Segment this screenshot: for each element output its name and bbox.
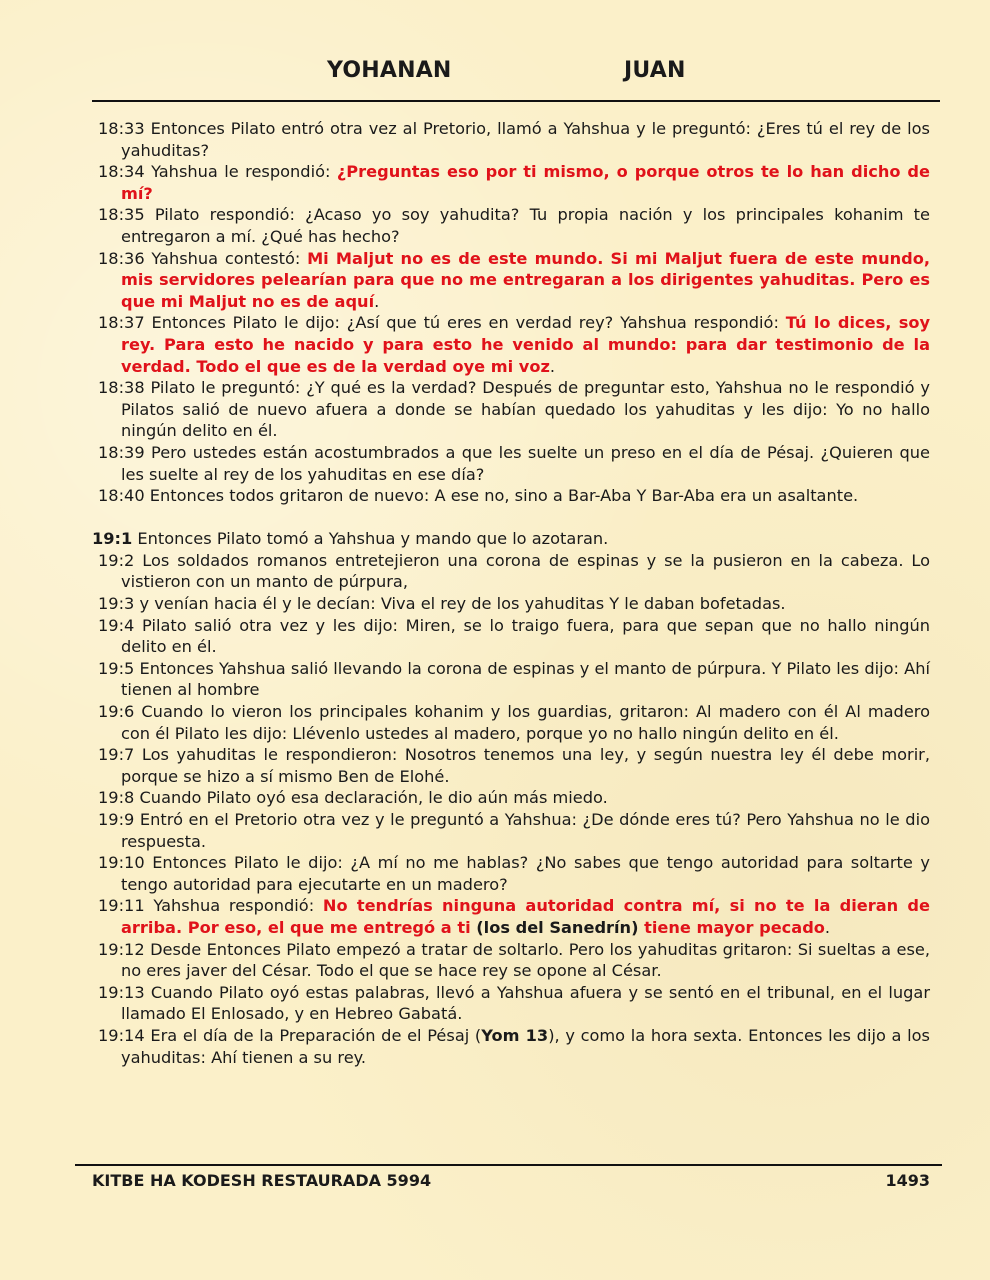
verse bbox=[92, 787, 930, 809]
page-header bbox=[0, 58, 990, 88]
verse bbox=[92, 442, 930, 485]
spoken-words: Tú lo dices, soy rey. Para esto he nacido y para esto he venido al mundo: para dar testimonio de la verdad. Todo el que es de la verdad oye mi voz bbox=[121, 313, 931, 376]
verse-text: Los soldados romanos entretejieron una corona de espinas y se la pusieron en la cabeza. Lo vistieron con un manto de púrpura, bbox=[121, 550, 930, 592]
verse-text: . bbox=[824, 917, 831, 937]
verse-text: Pilato respondió: ¿Acaso yo soy yahudita? Tu propia nación y los principales kohanim te entregaron a mí. ¿Qué has hecho? bbox=[121, 205, 930, 246]
verse-text: Entonces Pilato entró otra vez al Pretorio, llamó a Yahshua y le preguntó: ¿Eres tú el rey de los yahuditas? bbox=[121, 119, 930, 160]
verse-number: 19:9 bbox=[98, 810, 135, 829]
verse bbox=[92, 615, 930, 658]
verse bbox=[92, 593, 930, 615]
verse-text: . bbox=[374, 291, 380, 311]
spoken-words: No tendrías ninguna autoridad contra mí, si no te la dieran de arriba. Por eso, el que me entregó a ti bbox=[121, 896, 930, 937]
verse-number: 19:10 bbox=[98, 853, 145, 873]
spoken-words: ¿Preguntas eso por ti mismo, o porque otros te lo han dicho de mí? bbox=[121, 162, 931, 203]
verse bbox=[92, 982, 930, 1025]
verse-text: Los yahuditas le respondieron: Nosotros tenemos una ley, y según nuestra ley él debe morir, porque se hizo a sí mismo Ben de Elohé. bbox=[121, 745, 930, 786]
verse-number: 19:3 bbox=[98, 594, 135, 614]
verse-number: 18:33 bbox=[98, 119, 145, 138]
verse-text: Cuando Pilato oyó esa declaración, le dio aún más miedo. bbox=[134, 788, 608, 808]
verse-number: 18:34 bbox=[98, 162, 145, 182]
verse-number: 18:35 bbox=[98, 205, 145, 225]
verse bbox=[92, 744, 930, 787]
verse-text: Entró en el Pretorio otra vez y le preguntó a Yahshua: ¿De dónde eres tú? Pero Yahshua no le dio respuesta. bbox=[121, 810, 930, 851]
verse-text: y venían hacia él y le decían: Viva el rey de los yahuditas Y le daban bofetadas. bbox=[134, 594, 786, 614]
verse bbox=[92, 377, 930, 442]
verse-number: 19:8 bbox=[98, 788, 135, 808]
spoken-words: Mi Maljut no es de este mundo. Si mi Maljut fuera de este mundo, mis servidores pelearían para que no me entregaran a los dirigentes yahuditas. Pero es que mi Maljut no es de aquí bbox=[121, 248, 930, 311]
verse bbox=[92, 550, 930, 593]
verse bbox=[92, 248, 930, 313]
verse-text: ), y como la hora sexta. Entonces les dijo a los yahuditas: Ahí tienen a su rey. bbox=[121, 1025, 930, 1067]
header-book-spanish: JUAN bbox=[624, 58, 686, 83]
verse-text: Yahshua respondió: bbox=[144, 896, 323, 916]
verse bbox=[92, 204, 930, 247]
verse-text: Entonces Pilato tomó a Yahshua y mando que lo azotaran. bbox=[132, 529, 609, 549]
verse-text: Desde Entonces Pilato empezó a tratar de soltarlo. Pero los yahuditas gritaron: Si sueltas a ese, no eres javer del César. Todo el que se hace rey se opone al César. bbox=[121, 939, 930, 981]
verse-text: Pero ustedes están acostumbrados a que les suelte un preso en el día de Pésaj. ¿Quieren que les suelte al rey de los yahuditas en ese día? bbox=[121, 442, 930, 484]
page-number: 1493 bbox=[885, 1171, 930, 1190]
verse bbox=[92, 701, 930, 744]
verse bbox=[92, 161, 930, 204]
bold-text: (los del Sanedrín) bbox=[476, 917, 639, 937]
verse-number: 19:6 bbox=[98, 702, 135, 722]
verse-text: Entonces todos gritaron de nuevo: A ese no, sino a Bar-Aba Y Bar-Aba era un asaltante. bbox=[144, 486, 859, 506]
verse-text: Pilato le preguntó: ¿Y qué es la verdad? Después de preguntar esto, Yahshua no le respondió y Pilatos salió de nuevo afuera a donde se habían quedado los yahuditas y les dijo: Yo no hallo ningún delito en él. bbox=[121, 378, 930, 441]
header-book-hebrew: YOHANAN bbox=[327, 58, 452, 83]
verse-text: Pilato salió otra vez y les dijo: Miren, se lo traigo fuera, para que sepan que no hallo ningún delito en él. bbox=[121, 615, 930, 657]
verse bbox=[92, 485, 930, 507]
verse-text: Era el día de la Preparación de el Pésaj ( bbox=[144, 1025, 482, 1045]
header-divider bbox=[92, 100, 940, 102]
verse bbox=[92, 118, 930, 161]
verse-number: 19:4 bbox=[98, 615, 135, 635]
verse-number: 19:2 bbox=[98, 550, 135, 570]
verse-text: Entonces Yahshua salió llevando la corona de espinas y el manto de púrpura. Y Pilato les dijo: Ahí tienen al hombre bbox=[121, 658, 930, 700]
verse-number: 18:39 bbox=[98, 442, 145, 462]
chapter-gap bbox=[92, 507, 930, 529]
verse bbox=[92, 852, 930, 895]
verse-number: 18:37 bbox=[98, 313, 145, 333]
verse-number: 19:7 bbox=[98, 745, 135, 765]
footer-divider bbox=[75, 1164, 942, 1166]
bold-text: Yom 13 bbox=[481, 1025, 549, 1045]
verse-number: 19:1 bbox=[92, 529, 133, 549]
verse-text: Cuando Pilato oyó estas palabras, llevó a Yahshua afuera y se sentó en el tribunal, en el lugar llamado El Enlosado, y en Hebreo Gabatá. bbox=[121, 982, 930, 1024]
verse-number: 19:14 bbox=[98, 1025, 145, 1045]
verse-number: 18:36 bbox=[98, 248, 145, 268]
verse bbox=[92, 528, 930, 550]
verse-number: 18:38 bbox=[98, 378, 145, 398]
verse bbox=[92, 939, 930, 982]
verse-number: 19:5 bbox=[98, 658, 135, 678]
verse-text: Entonces Pilato le dijo: ¿A mí no me hablas? ¿No sabes que tengo autoridad para soltarte y tengo autoridad para ejecutarte en un madero? bbox=[121, 853, 930, 894]
verse bbox=[92, 658, 930, 701]
verse bbox=[92, 312, 930, 377]
verse-text: . bbox=[549, 356, 556, 376]
spoken-words: tiene mayor pecado bbox=[638, 917, 825, 937]
verse-text: Yahshua contestó: bbox=[144, 248, 308, 268]
verse-text: Yahshua le respondió: bbox=[144, 162, 337, 182]
verse-text: Cuando lo vieron los principales kohanim y los guardias, gritaron: Al madero con él Al madero con él Pilato les dijo: Llévenlo ustedes al madero, porque yo no hallo ningún delito en él. bbox=[121, 702, 930, 743]
verse bbox=[92, 809, 930, 852]
footer-title: KITBE HA KODESH RESTAURADA 5994 bbox=[92, 1171, 432, 1190]
verse-text: Entonces Pilato le dijo: ¿Así que tú eres en verdad rey? Yahshua respondió: bbox=[144, 313, 786, 333]
verse-number: 19:11 bbox=[98, 896, 145, 916]
verse-number: 19:12 bbox=[98, 939, 145, 959]
verse bbox=[92, 895, 930, 938]
verse-number: 19:13 bbox=[98, 982, 145, 1002]
verse-list bbox=[92, 118, 930, 1068]
verse bbox=[92, 1025, 930, 1068]
verse-number: 18:40 bbox=[98, 486, 145, 506]
